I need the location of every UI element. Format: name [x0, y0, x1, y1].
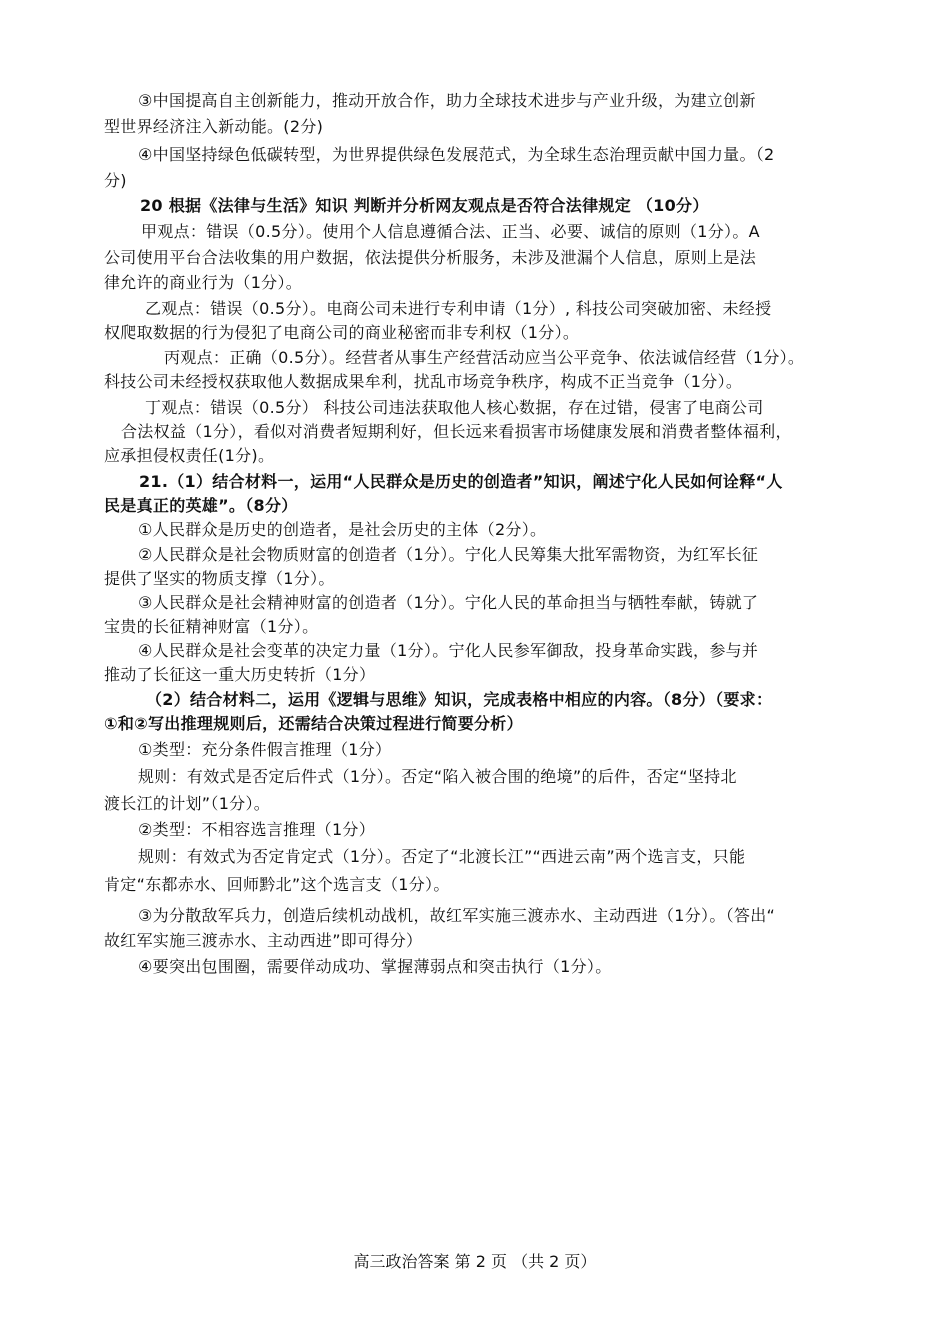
text-line: 丙观点：正确（0.5分）。经营者从事生产经营活动应当公平竞争、依法诚信经营（1分）。 — [164, 348, 805, 367]
text-line: 合法权益（1分），看似对消费者短期利好，但长远来看损害市场健康发展和消费者整体福利， — [121, 422, 792, 441]
text-line: 规则：有效式为否定肯定式（1分）。否定了“北渡长江”“西进云南”两个选言支，只能 — [138, 847, 746, 866]
text-line: 推动了长征这一重大历史转折（1分） — [104, 665, 376, 684]
text-line: ①人民群众是历史的创造者，是社会历史的主体（2分）。 — [138, 520, 547, 539]
text-line: 应承担侵权责任(1分)。 — [104, 446, 275, 465]
text-line: 分) — [104, 171, 127, 190]
text-line: 故红军实施三渡赤水、主动西进”即可得分） — [104, 931, 423, 950]
text-line: 公司使用平台合法收集的用户数据，依法提供分析服务，未涉及泄漏个人信息，原则上是法 — [104, 248, 757, 267]
text-line: 渡长江的计划”（1分）。 — [104, 794, 271, 813]
text-line: 律允许的商业行为（1分）。 — [104, 273, 303, 292]
text-line: ③人民群众是社会精神财富的创造者（1分）。宁化人民的革命担当与牺牲奉献，铸就了 — [138, 593, 759, 612]
text-line: ③为分散敌军兵力，创造后续机动战机，故红军实施三渡赤水、主动西进（1分）。（答出“ — [138, 906, 776, 925]
text-line: 肯定“东都赤水、回师黔北”这个选言支（1分）。 — [104, 875, 450, 894]
text-line: ②类型：不相容选言推理（1分） — [138, 820, 376, 839]
text-line: 宝贵的长征精神财富（1分）。 — [104, 617, 319, 636]
text-line: 甲观点：错误（0.5分）。使用个人信息遵循合法、正当、必要、诚信的原则（1分）。A — [141, 222, 760, 241]
question-heading: 21.（1）结合材料一，运用“人民群众是历史的创造者”知识，阐述宁化人民如何诠释“人 — [139, 472, 783, 491]
text-line: 丁观点：错误（0.5分） 科技公司违法获取他人核心数据，存在过错，侵害了电商公司 — [145, 398, 764, 417]
text-line: 规则：有效式是否定后件式（1分）。否定“陷入被合围的绝境”的后件，否定“坚持北 — [138, 767, 737, 786]
question-heading: （2）结合材料二，运用《逻辑与思维》知识，完成表格中相应的内容。（8分）（要求： — [146, 690, 773, 709]
text-line: ②人民群众是社会物质财富的创造者（1分）。宁化人民筹集大批军需物资，为红军长征 — [138, 545, 759, 564]
text-line: ④中国坚持绿色低碳转型，为世界提供绿色发展范式，为全球生态治理贡献中国力量。（2 — [138, 145, 775, 164]
text-line: ③中国提高自主创新能力，推动开放合作，助力全球技术进步与产业升级，为建立创新 — [138, 91, 756, 110]
text-line: ④要突出包围圈，需要佯动成功、掌握薄弱点和突击执行（1分）。 — [138, 957, 612, 976]
text-line: 权爬取数据的行为侵犯了电商公司的商业秘密而非专利权（1分）。 — [104, 323, 580, 342]
page-footer: 高三政治答案 第 2 页 （共 2 页） — [353, 1252, 597, 1271]
question-heading: ①和②写出推理规则后，还需结合决策过程进行简要分析） — [104, 714, 523, 733]
question-heading: 20 根据《法律与生活》知识 判断并分析网友观点是否符合法律规定 （10分） — [140, 196, 709, 215]
text-line: 科技公司未经授权获取他人数据成果牟利，扰乱市场竞争秩序，构成不正当竞争（1分）。 — [104, 372, 743, 391]
text-line: 乙观点：错误（0.5分）。电商公司未进行专利申请（1分）, 科技公司突破加密、未经授 — [145, 299, 772, 318]
text-line: ①类型：充分条件假言推理（1分） — [138, 740, 392, 759]
question-heading: 民是真正的英雄”。（8分） — [104, 496, 298, 515]
text-line: 提供了坚实的物质支撑（1分）。 — [104, 569, 335, 588]
text-line: 型世界经济注入新动能。(2分) — [104, 117, 324, 136]
text-line: ④人民群众是社会变革的决定力量（1分）。宁化人民参军御敌，投身革命实践，参与并 — [138, 641, 759, 660]
